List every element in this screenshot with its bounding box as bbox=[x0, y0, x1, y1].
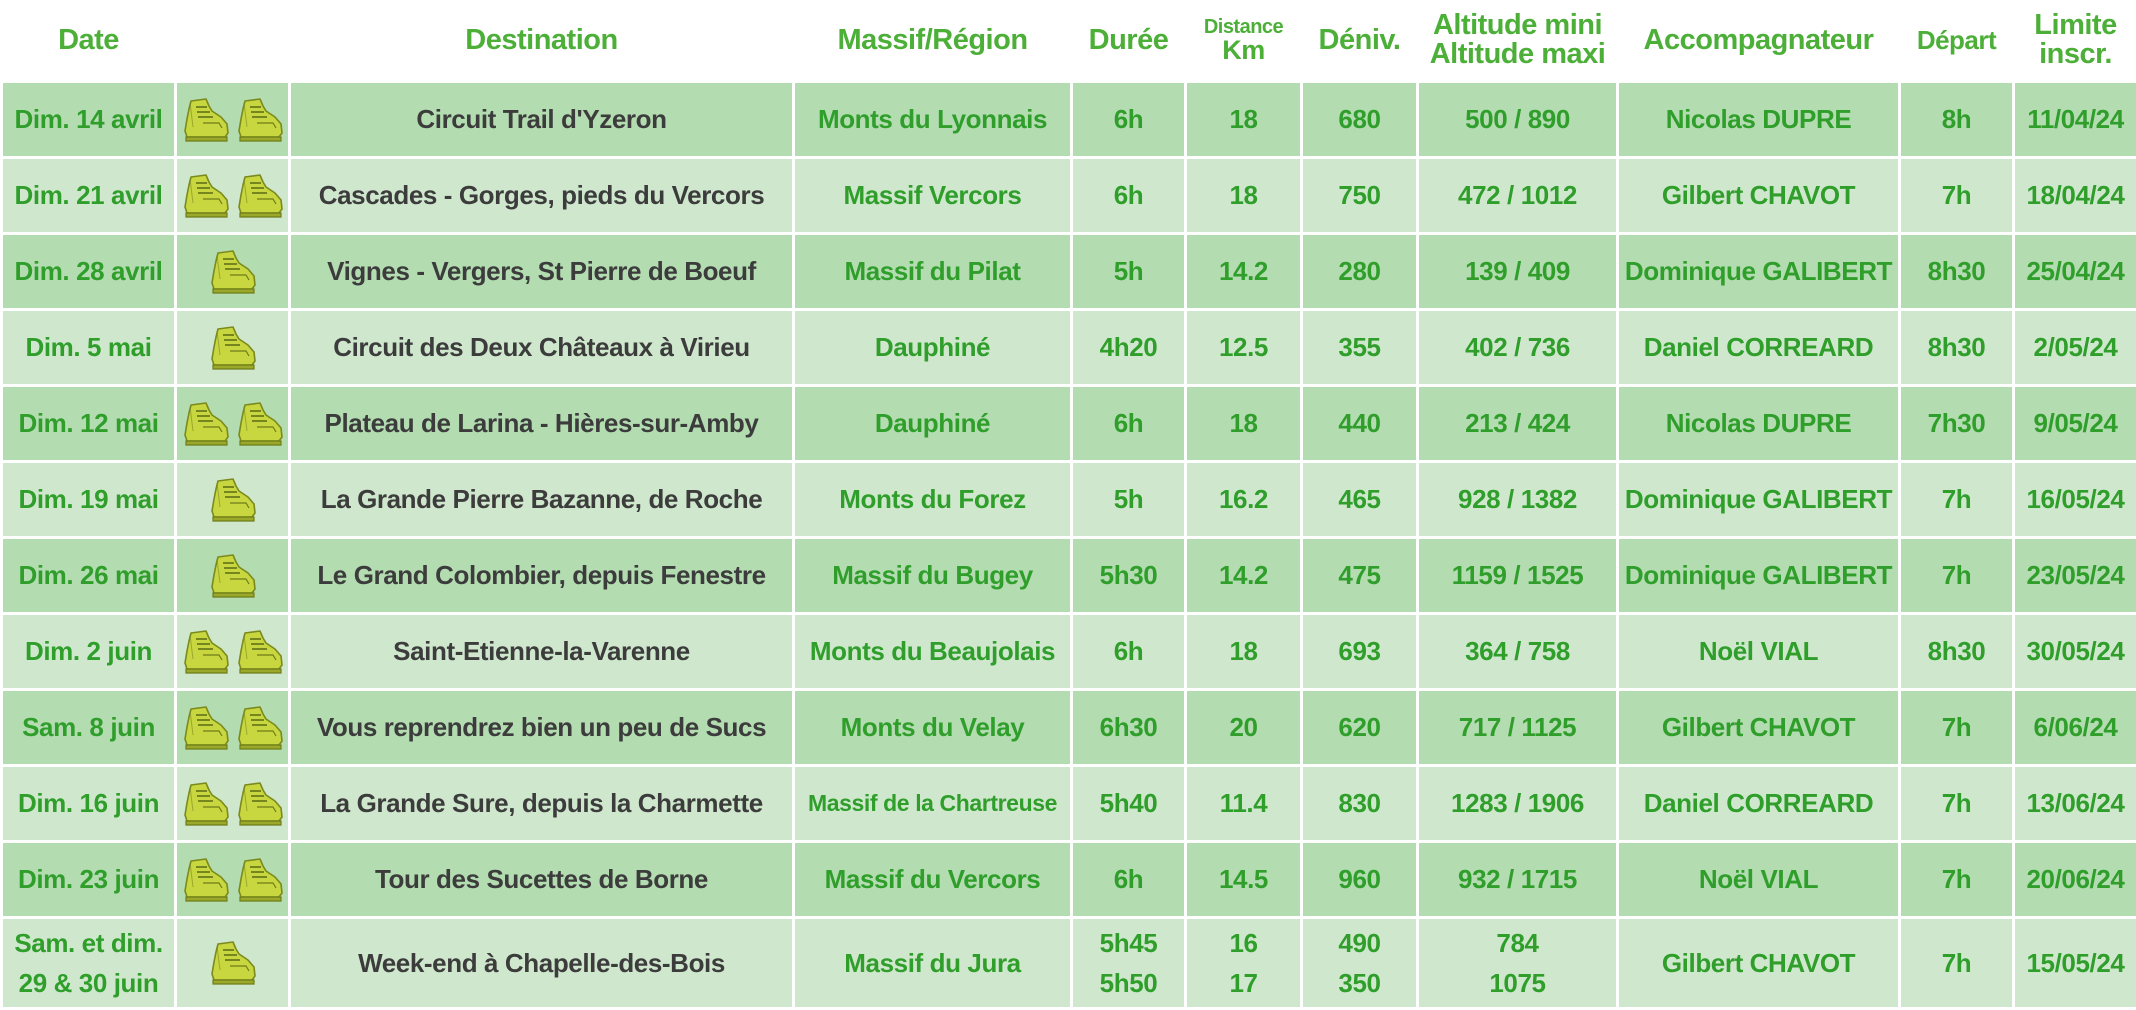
hiking-boot-icon bbox=[208, 940, 258, 986]
cell-limite: 30/05/24 bbox=[2014, 614, 2136, 690]
hiking-boot-icon bbox=[235, 629, 285, 675]
cell-distance: 14.2 bbox=[1186, 538, 1302, 614]
cell-deniv: 960 bbox=[1302, 842, 1418, 918]
cell-destination: Vignes - Vergers, St Pierre de Boeuf bbox=[290, 234, 794, 310]
cell-date: Dim. 28 avril bbox=[2, 234, 176, 310]
header-distance-line2: Km bbox=[1186, 37, 1302, 64]
cell-massif: Massif du Pilat bbox=[794, 234, 1072, 310]
header-deniv: Déniv. bbox=[1302, 0, 1418, 82]
cell-altitude-line1: 784 bbox=[1496, 923, 1538, 963]
cell-difficulty bbox=[176, 462, 290, 538]
cell-massif: Massif du Jura bbox=[794, 918, 1072, 1009]
table-row bbox=[2, 310, 2136, 386]
cell-distance: 12.5 bbox=[1186, 310, 1302, 386]
cell-accompagnateur: Dominique GALIBERT bbox=[1618, 462, 1900, 538]
cell-massif: Massif de la Chartreuse bbox=[794, 766, 1072, 842]
cell-deniv: 355 bbox=[1302, 310, 1418, 386]
cell-altitude: 1159 / 1525 bbox=[1418, 538, 1618, 614]
cell-difficulty bbox=[176, 386, 290, 462]
cell-date: Dim. 21 avril bbox=[2, 158, 176, 234]
cell-difficulty bbox=[176, 690, 290, 766]
cell-deniv: 440 bbox=[1302, 386, 1418, 462]
table-row bbox=[2, 766, 2136, 842]
table-row bbox=[2, 462, 2136, 538]
cell-limite: 18/04/24 bbox=[2014, 158, 2136, 234]
cell-difficulty bbox=[176, 766, 290, 842]
cell-altitude: 402 / 736 bbox=[1418, 310, 1618, 386]
cell-destination: Circuit des Deux Châteaux à Virieu bbox=[290, 310, 794, 386]
cell-duree-line2: 5h50 bbox=[1100, 963, 1158, 1003]
cell-altitude: 717 / 1125 bbox=[1418, 690, 1618, 766]
cell-depart: 8h bbox=[1900, 82, 2014, 158]
cell-massif: Monts du Lyonnais bbox=[794, 82, 1072, 158]
header-row bbox=[2, 0, 2136, 82]
cell-accompagnateur: Daniel CORREARD bbox=[1618, 766, 1900, 842]
cell-depart: 7h bbox=[1900, 538, 2014, 614]
cell-destination: Le Grand Colombier, depuis Fenestre bbox=[290, 538, 794, 614]
cell-limite: 25/04/24 bbox=[2014, 234, 2136, 310]
cell-accompagnateur: Noël VIAL bbox=[1618, 614, 1900, 690]
cell-difficulty bbox=[176, 538, 290, 614]
header-accompagnateur: Accompagnateur bbox=[1618, 0, 1900, 82]
cell-accompagnateur: Gilbert CHAVOT bbox=[1618, 158, 1900, 234]
cell-altitude: 500 / 890 bbox=[1418, 82, 1618, 158]
cell-duree-line1: 5h45 bbox=[1100, 923, 1158, 963]
cell-limite: 20/06/24 bbox=[2014, 842, 2136, 918]
hiking-boot-icon bbox=[181, 401, 231, 447]
cell-deniv: 465 bbox=[1302, 462, 1418, 538]
cell-deniv: 693 bbox=[1302, 614, 1418, 690]
cell-depart: 7h bbox=[1900, 462, 2014, 538]
table-row bbox=[2, 614, 2136, 690]
cell-difficulty bbox=[176, 234, 290, 310]
cell-duree: 6h bbox=[1072, 82, 1186, 158]
cell-distance: 18 bbox=[1186, 614, 1302, 690]
cell-distance: 16.2 bbox=[1186, 462, 1302, 538]
header-altitude bbox=[1418, 0, 1618, 82]
header-duree: Durée bbox=[1072, 0, 1186, 82]
cell-accompagnateur: Daniel CORREARD bbox=[1618, 310, 1900, 386]
cell-deniv: 475 bbox=[1302, 538, 1418, 614]
cell-duree bbox=[1072, 918, 1186, 1009]
cell-massif: Dauphiné bbox=[794, 310, 1072, 386]
cell-destination: Cascades - Gorges, pieds du Vercors bbox=[290, 158, 794, 234]
cell-date-line2: 29 & 30 juin bbox=[19, 963, 159, 1003]
cell-accompagnateur: Dominique GALIBERT bbox=[1618, 538, 1900, 614]
header-limite-line2: inscr. bbox=[2014, 40, 2136, 69]
cell-depart: 8h30 bbox=[1900, 310, 2014, 386]
hiking-boot-icon bbox=[208, 325, 258, 371]
cell-depart: 7h bbox=[1900, 842, 2014, 918]
header-distance bbox=[1186, 0, 1302, 82]
cell-depart: 8h30 bbox=[1900, 234, 2014, 310]
cell-depart: 7h bbox=[1900, 690, 2014, 766]
hiking-boot-icon bbox=[208, 249, 258, 295]
cell-deniv-line1: 490 bbox=[1338, 923, 1380, 963]
cell-deniv: 280 bbox=[1302, 234, 1418, 310]
cell-destination: Vous reprendrez bien un peu de Sucs bbox=[290, 690, 794, 766]
hiking-boot-icon bbox=[181, 781, 231, 827]
cell-limite: 2/05/24 bbox=[2014, 310, 2136, 386]
header-distance-line1: Distance bbox=[1186, 17, 1302, 37]
table-row bbox=[2, 842, 2136, 918]
hiking-boot-icon bbox=[181, 705, 231, 751]
cell-massif: Dauphiné bbox=[794, 386, 1072, 462]
cell-date: Dim. 23 juin bbox=[2, 842, 176, 918]
cell-deniv: 680 bbox=[1302, 82, 1418, 158]
cell-massif: Monts du Forez bbox=[794, 462, 1072, 538]
cell-accompagnateur: Gilbert CHAVOT bbox=[1618, 918, 1900, 1009]
cell-depart: 8h30 bbox=[1900, 614, 2014, 690]
cell-duree: 5h bbox=[1072, 462, 1186, 538]
table-row bbox=[2, 538, 2136, 614]
hiking-boot-icon bbox=[235, 705, 285, 751]
cell-altitude: 928 / 1382 bbox=[1418, 462, 1618, 538]
cell-deniv: 830 bbox=[1302, 766, 1418, 842]
hiking-boot-icon bbox=[235, 173, 285, 219]
cell-difficulty bbox=[176, 918, 290, 1009]
header-altitude-line1: Altitude mini bbox=[1418, 11, 1618, 40]
cell-distance-line1: 16 bbox=[1229, 923, 1257, 963]
cell-depart: 7h bbox=[1900, 918, 2014, 1009]
header-difficulty bbox=[176, 0, 290, 82]
cell-limite: 9/05/24 bbox=[2014, 386, 2136, 462]
header-limite bbox=[2014, 0, 2136, 82]
table-row bbox=[2, 386, 2136, 462]
hiking-boot-icon bbox=[181, 173, 231, 219]
cell-date: Dim. 5 mai bbox=[2, 310, 176, 386]
table-row bbox=[2, 234, 2136, 310]
header-massif: Massif/Région bbox=[794, 0, 1072, 82]
header-limite-line1: Limite bbox=[2014, 11, 2136, 40]
cell-difficulty bbox=[176, 842, 290, 918]
header-destination: Destination bbox=[290, 0, 794, 82]
hiking-boot-icon bbox=[235, 97, 285, 143]
cell-distance: 18 bbox=[1186, 158, 1302, 234]
cell-distance: 20 bbox=[1186, 690, 1302, 766]
cell-altitude: 364 / 758 bbox=[1418, 614, 1618, 690]
cell-date: Dim. 2 juin bbox=[2, 614, 176, 690]
cell-difficulty bbox=[176, 82, 290, 158]
table-row bbox=[2, 82, 2136, 158]
cell-duree: 5h30 bbox=[1072, 538, 1186, 614]
cell-difficulty bbox=[176, 310, 290, 386]
cell-destination: Circuit Trail d'Yzeron bbox=[290, 82, 794, 158]
hiking-boot-icon bbox=[208, 477, 258, 523]
cell-depart: 7h bbox=[1900, 766, 2014, 842]
cell-destination: Plateau de Larina - Hières-sur-Amby bbox=[290, 386, 794, 462]
cell-accompagnateur: Nicolas DUPRE bbox=[1618, 82, 1900, 158]
cell-distance-line2: 17 bbox=[1229, 963, 1257, 1003]
cell-limite: 23/05/24 bbox=[2014, 538, 2136, 614]
cell-date: Sam. 8 juin bbox=[2, 690, 176, 766]
cell-distance: 18 bbox=[1186, 386, 1302, 462]
cell-altitude: 1283 / 1906 bbox=[1418, 766, 1618, 842]
cell-massif: Massif Vercors bbox=[794, 158, 1072, 234]
cell-date: Dim. 26 mai bbox=[2, 538, 176, 614]
cell-difficulty bbox=[176, 614, 290, 690]
hiking-boot-icon bbox=[235, 857, 285, 903]
cell-duree: 6h bbox=[1072, 158, 1186, 234]
cell-deniv-line2: 350 bbox=[1338, 963, 1380, 1003]
cell-duree: 6h bbox=[1072, 614, 1186, 690]
cell-accompagnateur: Nicolas DUPRE bbox=[1618, 386, 1900, 462]
cell-destination: Week-end à Chapelle-des-Bois bbox=[290, 918, 794, 1009]
header-altitude-line2: Altitude maxi bbox=[1418, 40, 1618, 69]
cell-destination: La Grande Pierre Bazanne, de Roche bbox=[290, 462, 794, 538]
cell-date bbox=[2, 918, 176, 1009]
table-row bbox=[2, 690, 2136, 766]
cell-limite: 15/05/24 bbox=[2014, 918, 2136, 1009]
cell-destination: Saint-Etienne-la-Varenne bbox=[290, 614, 794, 690]
cell-difficulty bbox=[176, 158, 290, 234]
cell-altitude: 213 / 424 bbox=[1418, 386, 1618, 462]
cell-destination: Tour des Sucettes de Borne bbox=[290, 842, 794, 918]
cell-altitude bbox=[1418, 918, 1618, 1009]
cell-date: Dim. 16 juin bbox=[2, 766, 176, 842]
header-depart: Départ bbox=[1900, 0, 2014, 82]
cell-limite: 16/05/24 bbox=[2014, 462, 2136, 538]
cell-limite: 13/06/24 bbox=[2014, 766, 2136, 842]
hiking-boot-icon bbox=[181, 629, 231, 675]
cell-duree: 6h bbox=[1072, 386, 1186, 462]
cell-massif: Monts du Beaujolais bbox=[794, 614, 1072, 690]
cell-massif: Massif du Vercors bbox=[794, 842, 1072, 918]
cell-limite: 11/04/24 bbox=[2014, 82, 2136, 158]
cell-massif: Monts du Velay bbox=[794, 690, 1072, 766]
cell-accompagnateur: Noël VIAL bbox=[1618, 842, 1900, 918]
cell-altitude: 472 / 1012 bbox=[1418, 158, 1618, 234]
cell-altitude: 932 / 1715 bbox=[1418, 842, 1618, 918]
cell-deniv: 620 bbox=[1302, 690, 1418, 766]
cell-deniv bbox=[1302, 918, 1418, 1009]
cell-date: Dim. 12 mai bbox=[2, 386, 176, 462]
hiking-boot-icon bbox=[181, 97, 231, 143]
cell-duree: 5h40 bbox=[1072, 766, 1186, 842]
cell-distance: 14.2 bbox=[1186, 234, 1302, 310]
cell-limite: 6/06/24 bbox=[2014, 690, 2136, 766]
cell-distance: 18 bbox=[1186, 82, 1302, 158]
cell-duree: 6h30 bbox=[1072, 690, 1186, 766]
table-row bbox=[2, 158, 2136, 234]
cell-massif: Massif du Bugey bbox=[794, 538, 1072, 614]
cell-accompagnateur: Gilbert CHAVOT bbox=[1618, 690, 1900, 766]
cell-duree: 4h20 bbox=[1072, 310, 1186, 386]
cell-depart: 7h30 bbox=[1900, 386, 2014, 462]
cell-deniv: 750 bbox=[1302, 158, 1418, 234]
cell-date: Dim. 14 avril bbox=[2, 82, 176, 158]
cell-altitude-line2: 1075 bbox=[1489, 963, 1545, 1003]
header-date: Date bbox=[2, 0, 176, 82]
hiking-boot-icon bbox=[235, 781, 285, 827]
cell-distance bbox=[1186, 918, 1302, 1009]
cell-accompagnateur: Dominique GALIBERT bbox=[1618, 234, 1900, 310]
cell-date-line1: Sam. et dim. bbox=[14, 923, 162, 963]
cell-distance: 11.4 bbox=[1186, 766, 1302, 842]
hiking-boot-icon bbox=[208, 553, 258, 599]
cell-duree: 6h bbox=[1072, 842, 1186, 918]
cell-depart: 7h bbox=[1900, 158, 2014, 234]
hiking-boot-icon bbox=[181, 857, 231, 903]
table-body bbox=[2, 82, 2136, 1009]
table-row bbox=[2, 918, 2136, 1009]
cell-date: Dim. 19 mai bbox=[2, 462, 176, 538]
cell-destination: La Grande Sure, depuis la Charmette bbox=[290, 766, 794, 842]
cell-altitude: 139 / 409 bbox=[1418, 234, 1618, 310]
cell-duree: 5h bbox=[1072, 234, 1186, 310]
hiking-boot-icon bbox=[235, 401, 285, 447]
cell-distance: 14.5 bbox=[1186, 842, 1302, 918]
